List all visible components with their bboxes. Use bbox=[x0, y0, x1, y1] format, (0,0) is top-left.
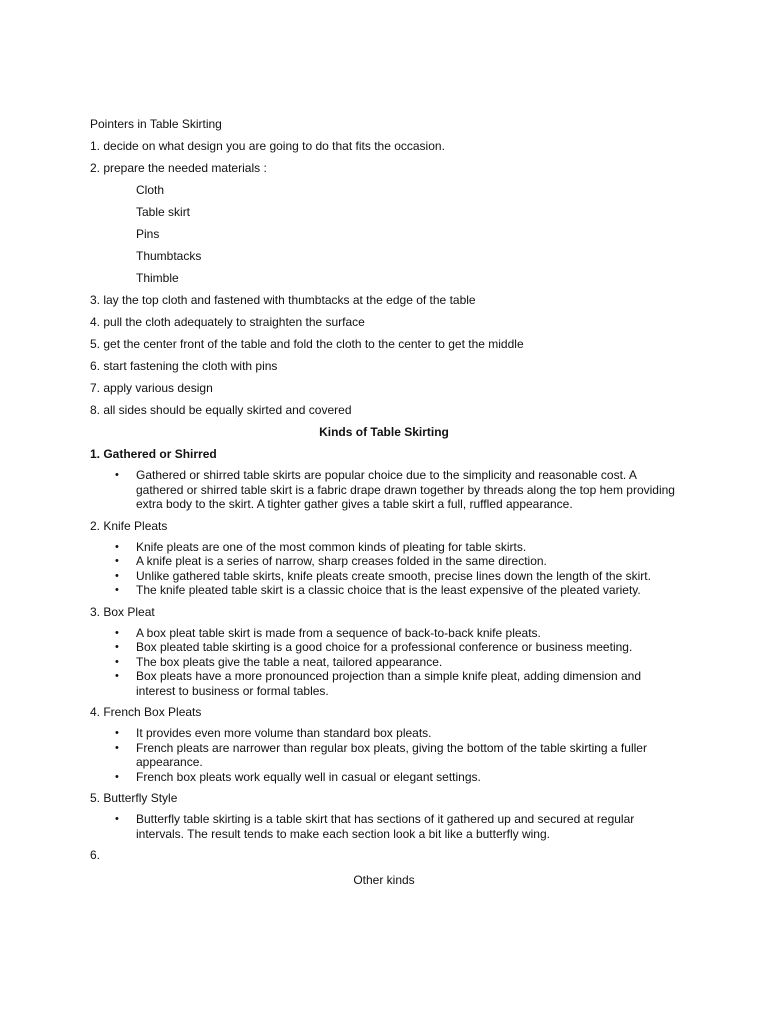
bullet-list bbox=[90, 468, 678, 512]
bullet-icon: • bbox=[115, 727, 119, 739]
material-item: Table skirt bbox=[136, 205, 191, 219]
bullet-item bbox=[90, 726, 678, 741]
section-heading: 3. Box Pleat bbox=[90, 604, 155, 619]
bullet-icon: • bbox=[115, 741, 119, 754]
material-item: Thumbtacks bbox=[136, 249, 202, 263]
bullet-item bbox=[90, 812, 678, 841]
step-item: 5. get the center front of the table and fold the cloth to the center to get the middle bbox=[90, 337, 524, 351]
bullet-item bbox=[90, 741, 678, 770]
bullet-icon: • bbox=[115, 655, 119, 668]
bullet-text: French box pleats work equally well in casual or elegant settings. bbox=[136, 769, 481, 784]
material-item: Thimble bbox=[136, 271, 179, 285]
bullet-text: Gathered or shirred table skirts are popular choice due to the simplicity and reasonable cost. A gathered or shirred table skirt is a fabric drape drawn together by threads along the top hem providing extra body to the skirt. A tighter gather gives a table skirt a full, ruffled appearance. bbox=[136, 468, 675, 511]
trailing-number: 6. bbox=[90, 848, 101, 862]
step-item: 6. start fastening the cloth with pins bbox=[90, 359, 278, 373]
bullet-icon: • bbox=[115, 670, 119, 682]
document-page bbox=[90, 116, 678, 887]
bullet-item bbox=[90, 583, 678, 598]
bullet-text: Knife pleats are one of the most common kinds of pleating for table skirts. bbox=[136, 539, 527, 554]
bullet-text: A box pleat table skirt is made from a sequence of back-to-back knife pleats. bbox=[136, 625, 541, 640]
bullet-item bbox=[90, 640, 678, 655]
bullet-item bbox=[90, 554, 678, 569]
bullet-icon: • bbox=[115, 584, 119, 596]
bullet-text: Box pleats have a more pronounced projection than a simple knife pleat, adding dimension and interest to business or formal tables. bbox=[136, 669, 641, 698]
bullet-list bbox=[90, 726, 678, 784]
bullet-icon: • bbox=[115, 555, 119, 567]
bullet-item bbox=[90, 569, 678, 584]
step-item: 4. pull the cloth adequately to straighten the surface bbox=[90, 315, 365, 329]
bullet-text: Butterfly table skirting is a table skirt that has sections of it gathered up and secured at regular intervals. The result tends to make each section look a bit like a butterfly wing. bbox=[136, 812, 635, 841]
material-item: Pins bbox=[136, 227, 160, 241]
bullet-text: Box pleated table skirting is a good choice for a professional conference or business meeting. bbox=[136, 640, 633, 654]
bullet-item bbox=[90, 770, 678, 785]
bullet-icon: • bbox=[115, 569, 119, 582]
bullet-text: The knife pleated table skirt is a classic choice that is the least expensive of the pleated variety. bbox=[136, 583, 641, 597]
bullet-text: A knife pleat is a series of narrow, sharp creases folded in the same direction. bbox=[136, 554, 547, 568]
bullet-item bbox=[90, 655, 678, 670]
bullet-item bbox=[90, 626, 678, 641]
section-heading: 5. Butterfly Style bbox=[90, 791, 178, 805]
bullet-item bbox=[90, 468, 678, 512]
bullet-text: The box pleats give the table a neat, tailored appearance. bbox=[136, 654, 443, 669]
bullet-icon: • bbox=[115, 469, 119, 481]
bullet-text: French pleats are narrower than regular box pleats, giving the bottom of the table skirting a fuller appearance. bbox=[136, 740, 647, 769]
step-item: 8. all sides should be equally skirted and covered bbox=[90, 403, 352, 417]
document-title: Pointers in Table Skirting bbox=[90, 117, 222, 131]
bullet-text: It provides even more volume than standard box pleats. bbox=[136, 726, 432, 740]
bullet-icon: • bbox=[115, 540, 119, 553]
step-item: 2. prepare the needed materials : bbox=[90, 161, 267, 175]
bullet-list bbox=[90, 812, 678, 841]
kinds-heading: Kinds of Table Skirting bbox=[319, 425, 449, 439]
bullet-list bbox=[90, 540, 678, 598]
bullet-icon: • bbox=[115, 626, 119, 639]
bullet-text: Unlike gathered table skirts, knife pleats create smooth, precise lines down the length of the skirt. bbox=[136, 568, 651, 583]
section-heading: 1. Gathered or Shirred bbox=[90, 447, 217, 461]
step-item: 7. apply various design bbox=[90, 381, 213, 395]
step-item: 3. lay the top cloth and fastened with thumbtacks at the edge of the table bbox=[90, 293, 476, 307]
step-item: 1. decide on what design you are going to do that fits the occasion. bbox=[90, 139, 445, 153]
bullet-icon: • bbox=[115, 770, 119, 783]
other-kinds-label: Other kinds bbox=[353, 873, 415, 887]
bullet-icon: • bbox=[115, 813, 119, 825]
bullet-list bbox=[90, 626, 678, 699]
section-heading: 4. French Box Pleats bbox=[90, 705, 202, 719]
bullet-icon: • bbox=[115, 641, 119, 653]
material-item: Cloth bbox=[136, 183, 165, 197]
section-heading: 2. Knife Pleats bbox=[90, 518, 168, 533]
bullet-item bbox=[90, 540, 678, 555]
bullet-item bbox=[90, 669, 678, 698]
